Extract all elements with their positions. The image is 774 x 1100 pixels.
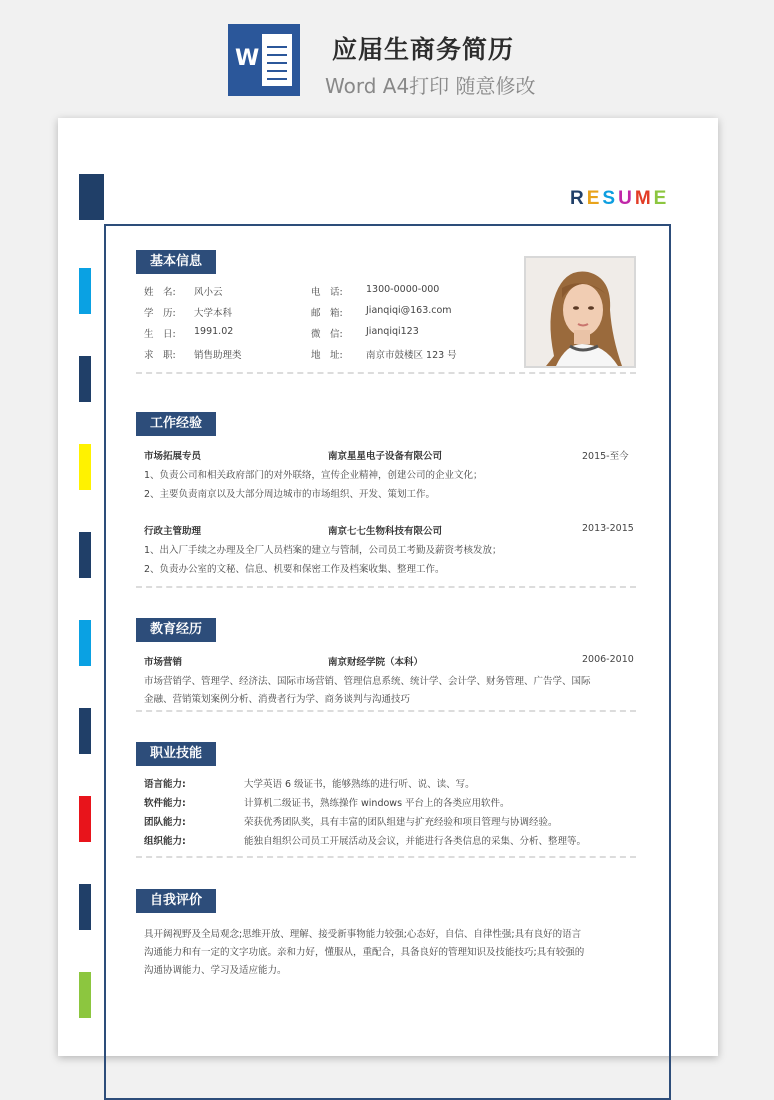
resume-letter: E [586,188,603,209]
info-label: 求 职: [144,350,176,361]
info-label: 姓 名: [144,287,176,298]
skill-label: 语言能力: [144,779,186,790]
resume-letter: E [653,188,670,209]
side-color-bar [79,532,91,578]
resume-letter: U [618,188,635,209]
word-icon-letter: W [235,46,260,71]
info-label: 学 历: [144,308,176,319]
job-position: 市场拓展专员 [144,451,202,462]
profile-photo [524,256,636,368]
resume-letter: R [570,188,587,209]
skill-text: 计算机二级证书，熟练操作 windows 平台上的各类应用软件。 [244,798,510,809]
skill-text: 荣获优秀团队奖，具有丰富的团队组建与扩充经验和项目管理与协调经验。 [244,817,558,828]
side-color-bar [79,444,91,490]
info-label: 邮 箱: [311,308,343,319]
separator [136,710,636,712]
side-color-bar [79,620,91,666]
separator [136,856,636,858]
job-period: 2015-至今 [582,451,629,462]
job-company: 南京七七生物科技有限公司 [328,526,443,537]
education-line: 市场营销学、管理学、经济法、国际市场营销、管理信息系统、统计学、会计学、财务管理、广告学、国际 [144,676,591,687]
side-color-bar [79,884,91,930]
info-value: 风小云 [194,287,223,298]
skill-label: 软件能力: [144,798,186,809]
education-school: 南京财经学院（本科） [328,657,424,668]
info-value: 销售助理类 [194,350,242,361]
job-position: 行政主管助理 [144,526,202,537]
side-bar-top [79,174,104,220]
skill-text: 能独自组织公司员工开展活动及会议，并能进行各类信息的采集、分析、整理等。 [244,836,587,847]
job-period: 2013-2015 [582,523,634,534]
info-value: Jianqiqi@163.com [366,305,452,316]
page-title: 应届生商务简历 [332,35,515,64]
info-value: 1991.02 [194,326,234,337]
job-duty-line: 1、出入厂手续之办理及全厂人员档案的建立与管制，公司员工考勤及薪资考核发放； [144,545,502,556]
job-duty-line: 2、负责办公室的文秘、信息、机要和保密工作及档案收集、整理工作。 [144,564,445,575]
resume-paper [58,118,718,1056]
side-color-bar [79,356,91,402]
resume-frame [104,224,671,1100]
page-subtitle: Word A4打印 随意修改 [325,74,536,98]
info-label: 微 信: [311,329,343,340]
self-line: 沟通能力和有一定的文字功底。亲和力好，懂服从，重配合，具备良好的管理知识及技能技巧;具有较强的 [144,947,585,958]
job-company: 南京星星电子设备有限公司 [328,451,443,462]
separator [136,586,636,588]
self-line: 具开阔视野及全局观念;思维开放、理解、接受新事物能力较强;心态好，自信、自律性强;具有良好的语言 [144,929,582,940]
resume-heading [570,188,669,210]
skill-text: 大学英语 6 级证书，能够熟练的进行听、说、读、写。 [244,779,475,790]
separator [136,372,636,374]
banner [0,0,774,110]
education-major: 市场营销 [144,657,183,668]
info-label: 地 址: [311,350,343,361]
side-color-bar [79,268,91,314]
job-duty-line: 1、负责公司和相关政府部门的对外联络，宣传企业精神，创建公司的企业文化； [144,470,483,481]
side-color-bar [79,972,91,1018]
skill-label: 组织能力: [144,836,186,847]
skill-label: 团队能力: [144,817,186,828]
info-value: Jianqiqi123 [366,326,419,337]
section-title-self: 自我评价 [136,889,216,913]
section-title-skills: 职业技能 [136,742,216,766]
section-title-education: 教育经历 [136,618,216,642]
side-color-bar [79,708,91,754]
info-label: 电 话: [311,287,343,298]
info-value: 南京市鼓楼区 123 号 [366,350,457,361]
resume-letter: M [634,188,654,209]
section-title-work: 工作经验 [136,412,216,436]
self-line: 沟通协调能力、学习及适应能力。 [144,965,287,976]
section-title-basic: 基本信息 [136,250,216,274]
resume-letter: S [602,188,619,209]
job-duty-line: 2、主要负责南京以及大部分周边城市的市场组织、开发、策划工作。 [144,489,436,500]
education-period: 2006-2010 [582,654,634,665]
side-color-bar [79,796,91,842]
info-value: 大学本科 [194,308,233,319]
info-value: 1300-0000-000 [366,284,440,295]
info-label: 生 日: [144,329,176,340]
education-line: 金融、营销策划案例分析、消费者行为学、商务谈判与沟通技巧 [144,694,411,705]
word-icon [228,24,300,96]
